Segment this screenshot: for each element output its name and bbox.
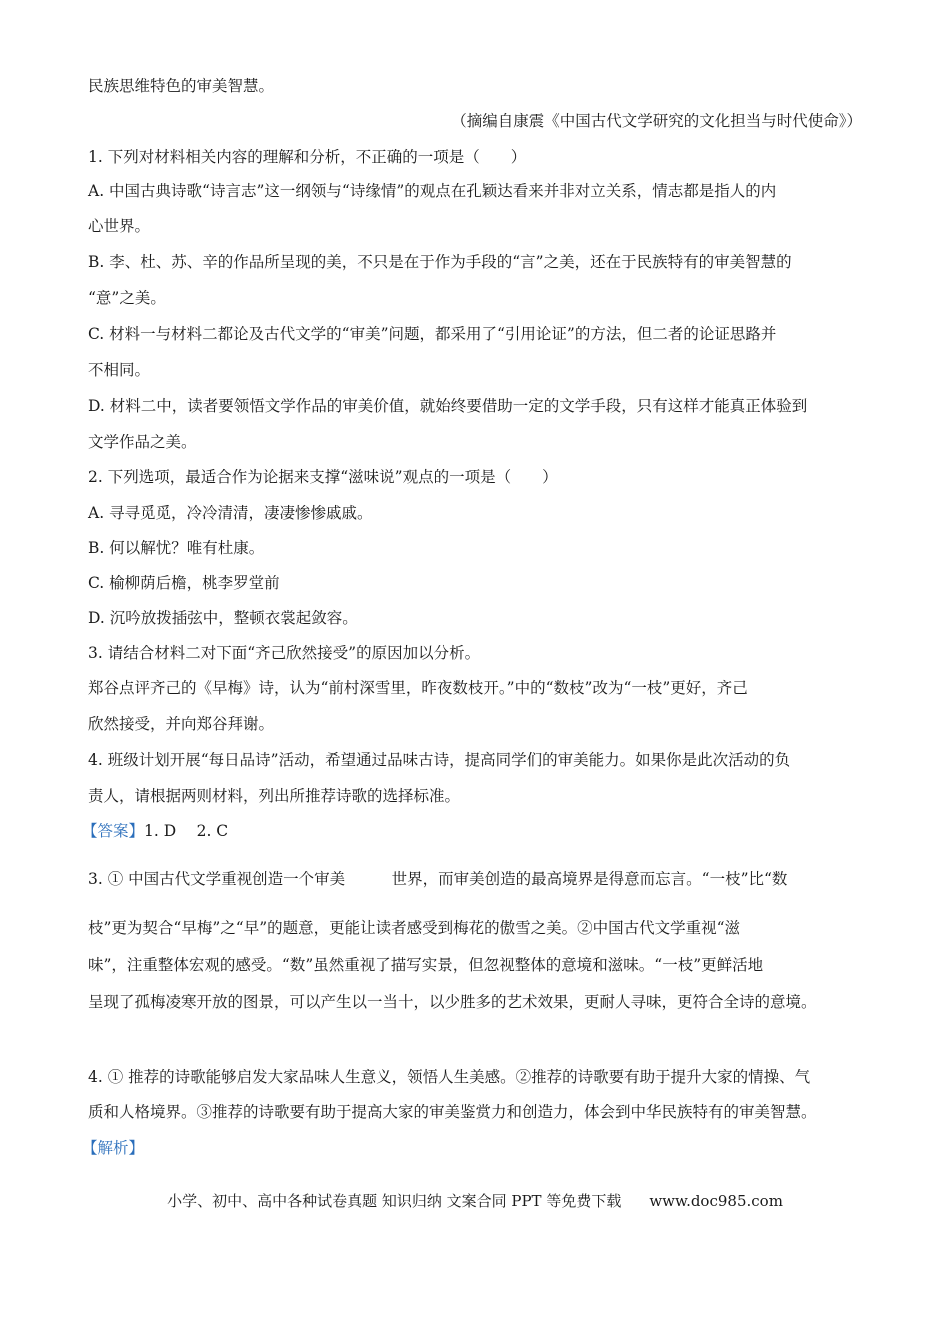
q1-option-d-cont: 文学作品之美。 [88, 433, 197, 451]
q1-option-c-cont: 不相同。 [88, 361, 151, 379]
source-citation: （摘编自康震《中国古代文学研究的文化担当与时代使命》） [451, 112, 862, 130]
q1-option-d: D. 材料二中，读者要领悟文学作品的审美价值，就始终要借助一定的文学手段，只有这样才能真正体验到 [88, 397, 808, 415]
q1-stem: 1. 下列对材料相关内容的理解和分析，不正确的一项是（ ） [88, 148, 527, 166]
answer-3-line-4: 呈现了孤梅凌寒开放的图景，可以产生以一当十，以少胜多的艺术效果，更耐人寻味，更符合全诗的意境。 [88, 993, 817, 1011]
answer-4-line-1: 4. ① 推荐的诗歌能够启发大家品味人生意义，领悟人生美感。②推荐的诗歌要有助于提升大家的情操、气 [88, 1068, 811, 1086]
answer-3-line-2: 枝”更为契合“早梅”之“早”的题意，更能让读者感受到梅花的傲雪之美。②中国古代文学重视“滋 [88, 919, 741, 937]
answer-4-line-2: 质和人格境界。③推荐的诗歌要有助于提高大家的审美鉴赏力和创造力，体会到中华民族特有的审美智慧。 [88, 1103, 817, 1121]
intro-tail: 民族思维特色的审美智慧。 [88, 77, 275, 95]
answer-line [82, 820, 228, 842]
q4-stem-cont: 责人，请根据两则材料，列出所推荐诗歌的选择标准。 [88, 787, 461, 805]
q2-option-a: A. 寻寻觅觅，冷冷清清，凄凄惨惨戚戚。 [88, 504, 373, 522]
page-footer [0, 1190, 950, 1211]
answer-3-line-1: 3. ① 中国古代文学重视创造一个审美 世界，而审美创造的最高境界是得意而忘言。“一枝”比“数 [88, 870, 788, 888]
q2-option-c: C. 榆柳荫后檐，桃李罗堂前 [88, 574, 280, 592]
q3-stem: 3. 请结合材料二对下面“齐己欣然接受”的原因加以分析。 [88, 644, 481, 662]
q1-option-b: B. 李、杜、苏、辛的作品所呈现的美，不只是在于作为手段的“言”之美，还在于民族特有的审美智慧的 [88, 253, 792, 271]
footer-text: 小学、初中、高中各种试卷真题 知识归纳 文案合同 PPT 等免费下载 [167, 1192, 622, 1210]
footer-url[interactable]: www.doc985.com [649, 1192, 783, 1210]
q2-stem: 2. 下列选项，最适合作为论据来支撑“滋味说”观点的一项是（ ） [88, 468, 558, 486]
q1-option-b-cont: “意”之美。 [88, 289, 166, 307]
answer-label: 【答案】 [82, 822, 145, 840]
q3-material: 郑谷点评齐己的《早梅》诗，认为“前村深雪里，昨夜数枝开。”中的“数枝”改为“一枝”更好，齐己 [88, 679, 748, 697]
analysis-label: 【解析】 [82, 1139, 145, 1157]
q1-option-c: C. 材料一与材料二都论及古代文学的“审美”问题，都采用了“引用论证”的方法，但二者的论证思路并 [88, 325, 777, 343]
q1-option-a: A. 中国古典诗歌“诗言志”这一纲领与“诗缘情”的观点在孔颖达看来并非对立关系，情志都是指人的内 [88, 182, 777, 200]
q3-material-cont: 欣然接受，并向郑谷拜谢。 [88, 715, 275, 733]
answer-3-line-3: 味”，注重整体宏观的感受。“数”虽然重视了描写实景，但忽视整体的意境和滋味。“一枝”更鲜活地 [88, 956, 764, 974]
q4-stem: 4. 班级计划开展“每日品诗”活动，希望通过品味古诗，提高同学们的审美能力。如果你是此次活动的负 [88, 751, 791, 769]
answer-text: 1. D 2. C [144, 822, 229, 840]
q2-option-d: D. 沉吟放拨插弦中，整顿衣裳起敛容。 [88, 609, 358, 627]
q1-option-a-cont: 心世界。 [88, 217, 151, 235]
q2-option-b: B. 何以解忧？唯有杜康。 [88, 539, 265, 557]
